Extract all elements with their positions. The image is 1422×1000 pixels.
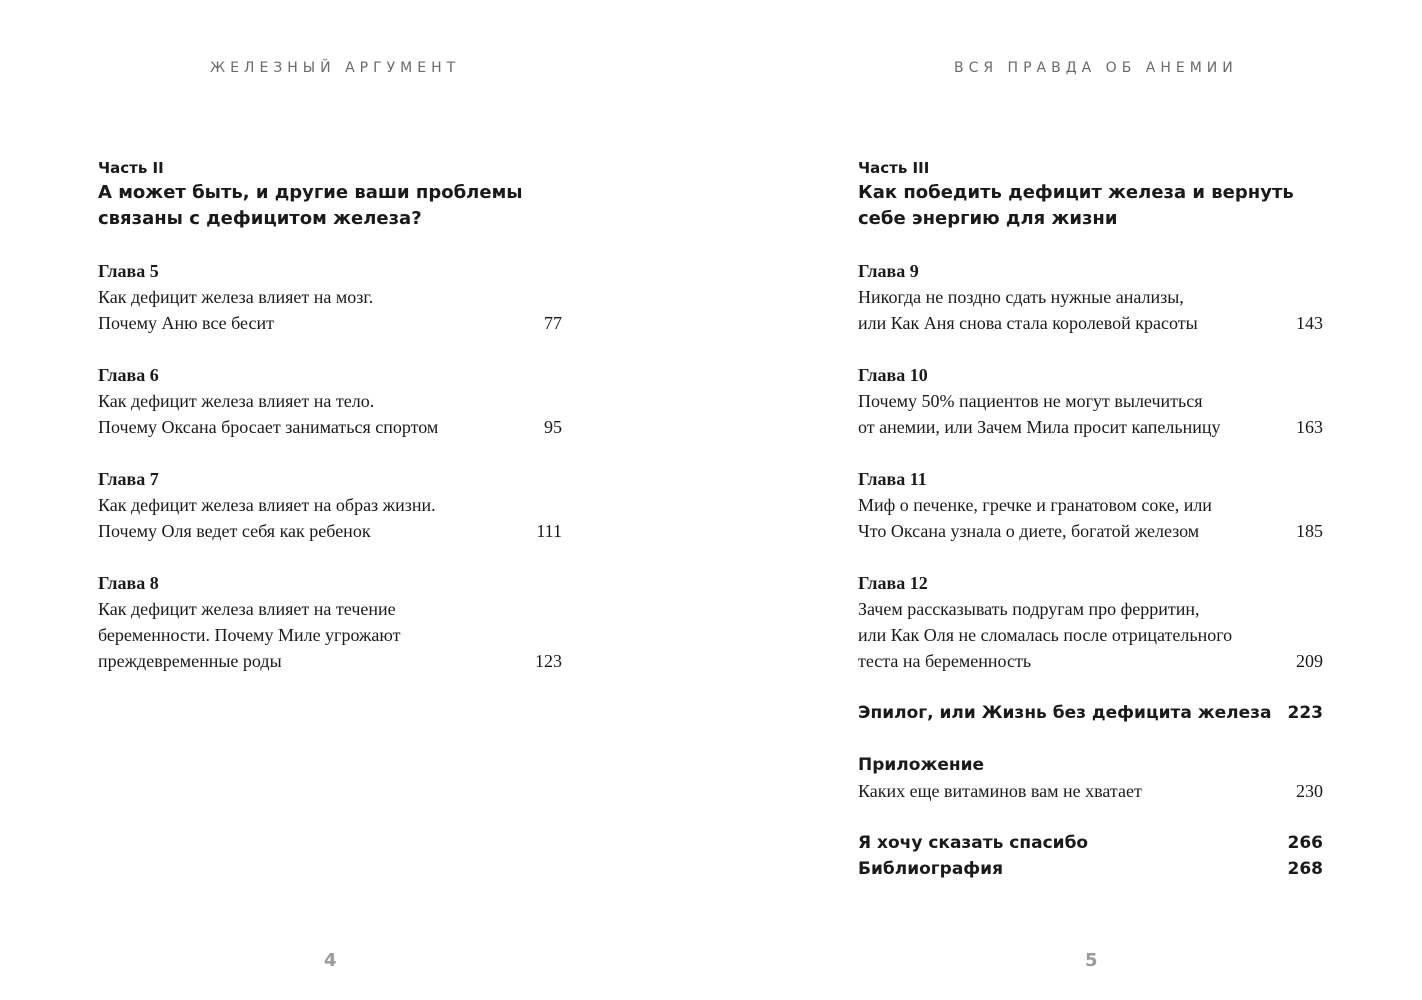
page-number: 266 (1287, 833, 1323, 853)
page-number: 185 (1296, 521, 1323, 541)
chapter-title-text: преждевременные роды (98, 651, 282, 671)
part-title (98, 180, 562, 232)
toc-entry-chapter-11[interactable] (858, 466, 1323, 544)
part-title-line: Как победить дефицит железа и вернуть (858, 182, 1294, 203)
chapter-title-text: Зачем рассказывать подругам про ферритин, (858, 599, 1200, 619)
toc-entry-chapter-8[interactable] (98, 570, 562, 674)
chapter-line (858, 284, 1323, 310)
part-label: Часть II (98, 159, 164, 177)
appendix-title: Приложение (858, 755, 985, 775)
page-number: 230 (1296, 781, 1323, 801)
chapter-line (98, 310, 562, 336)
page-number: 143 (1296, 313, 1323, 333)
epilogue-row (858, 700, 1323, 726)
chapter-line (858, 648, 1323, 674)
part-title (858, 180, 1323, 232)
epilogue-title: Эпилог, или Жизнь без дефицита железа (858, 703, 1272, 723)
running-head: ЖЕЛЕЗНЫЙ АРГУМЕНТ (210, 60, 461, 76)
part-title-line: А может быть, и другие ваши проблемы (98, 182, 523, 203)
chapter-label: Глава 7 (98, 469, 159, 489)
chapter-title-text: Миф о печенке, гречке и гранатовом соке, или (858, 495, 1212, 515)
chapter-line (858, 622, 1323, 648)
chapter-line (98, 388, 562, 414)
toc-entry-epilogue[interactable] (858, 700, 1323, 726)
chapter-line (98, 284, 562, 310)
thanks-title: Я хочу сказать спасибо (858, 833, 1089, 853)
chapter-label: Глава 11 (858, 469, 927, 489)
part-title-line: себе энергию для жизни (858, 208, 1118, 229)
part-title-line: связаны с дефицитом железа? (98, 208, 422, 229)
page-number: 163 (1296, 417, 1323, 437)
chapter-title-text: или Как Аня снова стала королевой красоты (858, 313, 1198, 333)
thanks-row[interactable] (858, 830, 1323, 856)
part-label: Часть III (858, 159, 930, 177)
bibliography-title: Библиография (858, 859, 1003, 879)
page-number: 123 (535, 651, 562, 671)
chapter-title-text: Никогда не поздно сдать нужные анализы, (858, 287, 1184, 307)
chapter-line (98, 414, 562, 440)
chapter-title-text: Почему Оля ведет себя как ребенок (98, 521, 371, 541)
page-number: 268 (1287, 859, 1323, 879)
chapter-line (858, 388, 1323, 414)
chapter-line (858, 310, 1323, 336)
toc-entry-appendix[interactable] (858, 752, 1323, 804)
chapter-title-text: Как дефицит железа влияет на мозг. (98, 287, 374, 307)
folio: 5 (1085, 950, 1098, 971)
page-number: 77 (544, 313, 562, 333)
chapter-title-text: Как дефицит железа влияет на образ жизни. (98, 495, 436, 515)
toc-entry-chapter-6[interactable] (98, 362, 562, 440)
page-number: 209 (1296, 651, 1323, 671)
chapter-label: Глава 9 (858, 261, 919, 281)
chapter-title-text: Почему Оксана бросает заниматься спортом (98, 417, 439, 437)
chapter-title-text: Как дефицит железа влияет на течение (98, 599, 396, 619)
page-number: 111 (536, 521, 562, 541)
toc-entry-back-matter (858, 830, 1323, 882)
chapter-line (98, 518, 562, 544)
chapter-line (98, 648, 562, 674)
chapter-line (98, 596, 562, 622)
toc-part-3 (858, 158, 1323, 882)
toc-part-2 (98, 158, 562, 674)
appendix-subtitle: Каких еще витаминов вам не хватает (858, 781, 1142, 801)
chapter-title-text: беременности. Почему Миле угрожают (98, 625, 401, 645)
toc-entry-chapter-7[interactable] (98, 466, 562, 544)
chapter-line (98, 492, 562, 518)
chapter-label: Глава 10 (858, 365, 928, 385)
chapter-line (98, 622, 562, 648)
chapter-title-text: или Как Оля не сломалась после отрицательного (858, 625, 1233, 645)
running-head: ВСЯ ПРАВДА ОБ АНЕМИИ (954, 60, 1238, 76)
page-number: 95 (544, 417, 562, 437)
page-number: 223 (1287, 703, 1323, 723)
right-page (711, 0, 1422, 1000)
chapter-title-text: теста на беременность (858, 651, 1032, 671)
toc-entry-chapter-12[interactable] (858, 570, 1323, 674)
chapter-label: Глава 5 (98, 261, 159, 281)
bibliography-row[interactable] (858, 856, 1323, 882)
chapter-label: Глава 6 (98, 365, 159, 385)
chapter-title-text: Как дефицит железа влияет на тело. (98, 391, 375, 411)
toc-entry-chapter-9[interactable] (858, 258, 1323, 336)
chapter-line (858, 492, 1323, 518)
chapter-line (858, 518, 1323, 544)
toc-entry-chapter-5[interactable] (98, 258, 562, 336)
folio: 4 (324, 950, 337, 971)
chapter-label: Глава 8 (98, 573, 159, 593)
chapter-line (858, 414, 1323, 440)
chapter-title-text: Почему Аню все бесит (98, 313, 274, 333)
toc-entry-chapter-10[interactable] (858, 362, 1323, 440)
chapter-title-text: Что Оксана узнала о диете, богатой железом (858, 521, 1200, 541)
chapter-line (858, 596, 1323, 622)
chapter-label: Глава 12 (858, 573, 928, 593)
appendix-line (858, 778, 1323, 804)
chapter-title-text: Почему 50% пациентов не могут вылечиться (858, 391, 1203, 411)
chapter-title-text: от анемии, или Зачем Мила просит капельницу (858, 417, 1221, 437)
